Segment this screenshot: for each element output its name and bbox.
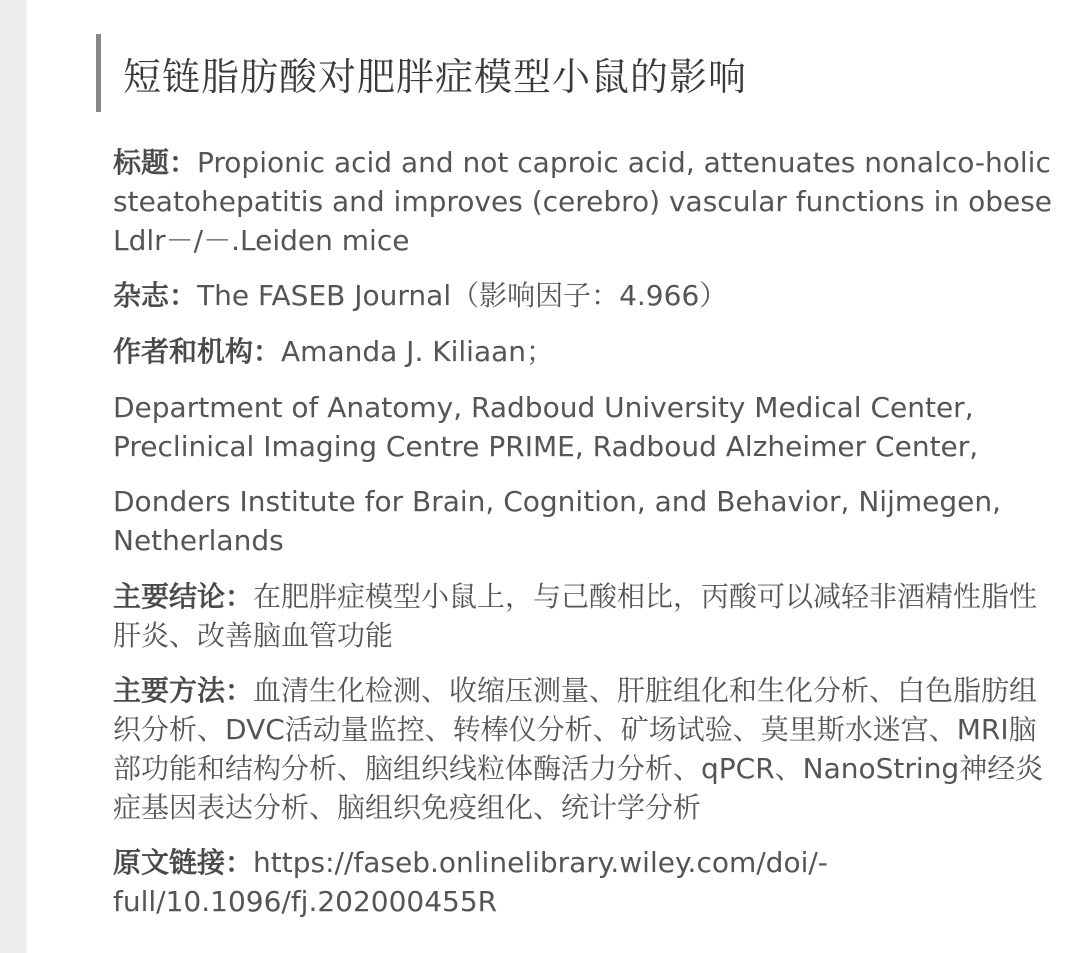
paper-title-paragraph [113,143,1058,260]
conclusion-text: 在肥胖症模型小鼠上，与己酸相比，丙酸可以减轻非酒精性脂性肝炎、改善脑血管功能 [113,580,1038,652]
methods-label: 主要方法： [113,674,254,707]
left-margin-strip [0,0,27,953]
title-block [96,34,747,112]
journal-text: The FASEB Journal（影响因子：4.966） [197,279,728,312]
methods-paragraph [113,671,1058,827]
journal-paragraph [113,276,1058,315]
authors-paragraph [113,332,1058,371]
link-label: 原文链接： [113,846,254,879]
page-title: 短链脂肪酸对肥胖症模型小鼠的影响 [123,54,748,99]
journal-label: 杂志： [113,279,198,312]
conclusion-label: 主要结论： [113,580,254,613]
authors-text: Amanda J. Kiliaan； [281,335,555,368]
article-card [27,0,1080,953]
source-link: https://faseb.onlinelibrary.wiley.com/doi/-full/10.1096/fj.202000455R [113,846,828,918]
paper-title-label: 标题： [113,146,198,179]
methods-text: 血清生化检测、收缩压测量、肝脏组化和生化分析、白色脂肪组织分析、DVC活动量监控、转棒仪分析、矿场试验、莫里斯水迷宫、MRI脑部功能和结构分析、脑组织线粒体酶活力分析、qPCR、NanoString神经炎症基因表达分析、脑组织免疫组化、统计学分析 [113,674,1044,824]
authors-label: 作者和机构： [113,335,282,368]
paper-title-text: Propionic acid and not caproic acid, attenuates nonalco-holic steatohepatitis and improves (cerebro) vascular functions in obese Ldlr－/－.Leiden mice [113,146,1053,257]
affiliation-paragraph-2: Donders Institute for Brain, Cognition, and Behavior, Nijmegen, Netherlands [113,485,1002,557]
affiliation-paragraph-1: Department of Anatomy, Radboud University Medical Center, Preclinical Imaging Centre PRIME, Radboud Alzheimer Center, [113,391,979,463]
link-paragraph [113,843,1058,921]
conclusion-paragraph [113,577,1058,655]
